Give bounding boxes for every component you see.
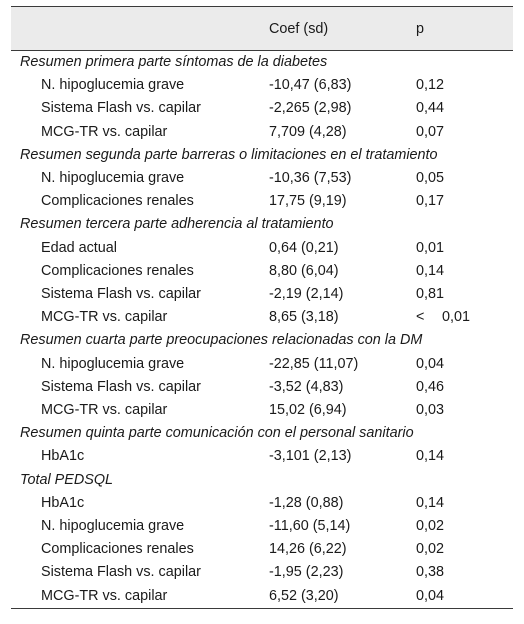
coef-value: 6,52 (3,20) xyxy=(269,585,416,609)
table-body xyxy=(11,51,513,609)
coef-value: -10,47 (6,83) xyxy=(269,77,352,94)
p-cell xyxy=(416,445,513,468)
table-row xyxy=(11,585,513,609)
table-row xyxy=(11,121,513,144)
coef-value: 8,65 (3,18) xyxy=(269,309,339,326)
coef-value: -3,52 (4,83) xyxy=(269,378,344,395)
header-variable xyxy=(11,7,269,51)
p-value: 0,44 xyxy=(416,100,445,117)
p-cell xyxy=(416,538,513,561)
coef-value: 17,75 (9,19) xyxy=(269,193,347,210)
table-row xyxy=(11,283,513,306)
regression-table-container xyxy=(11,6,513,609)
variable-label: HbA1c xyxy=(41,494,85,511)
coef-value: 7,709 (4,28) xyxy=(269,123,347,140)
coef-value: 15,02 (6,94) xyxy=(269,402,347,419)
p-value: 0,04 xyxy=(416,355,445,372)
p-value: 0,04 xyxy=(416,587,445,604)
section-title: Resumen cuarta parte preocupaciones relacionadas con la DM xyxy=(20,332,423,349)
variable-label: Edad actual xyxy=(41,239,118,256)
p-cell xyxy=(416,167,513,190)
p-cell xyxy=(416,561,513,584)
table-row xyxy=(11,492,513,515)
p-cell xyxy=(416,283,513,306)
variable-label: Complicaciones renales xyxy=(41,541,194,558)
regression-table xyxy=(11,6,513,609)
table-row xyxy=(11,538,513,561)
p-cell xyxy=(416,260,513,283)
variable-label: N. hipoglucemia grave xyxy=(41,518,185,535)
p-value: 0,05 xyxy=(416,170,445,187)
coef-value: -2,265 (2,98) xyxy=(269,100,352,117)
coef-value: -11,60 (5,14) xyxy=(269,518,351,535)
variable-label: N. hipoglucemia grave xyxy=(41,77,185,94)
variable-label: MCG-TR vs. capilar xyxy=(41,309,168,326)
coef-value: 14,26 (6,22) xyxy=(269,541,347,558)
p-value: 0,81 xyxy=(416,286,445,303)
p-cell xyxy=(416,399,513,422)
header-coef: Coef (sd) xyxy=(269,7,416,51)
table-row xyxy=(11,353,513,376)
variable-label: Complicaciones renales xyxy=(41,262,194,279)
p-value: 0,01 xyxy=(442,309,471,326)
coef-value: 0,64 (0,21) xyxy=(269,239,339,256)
p-prefix: < xyxy=(416,309,425,326)
header-row xyxy=(11,7,513,51)
coef-value: -2,19 (2,14) xyxy=(269,286,344,303)
coef-value: -22,85 (11,07) xyxy=(269,355,359,372)
p-value: 0,14 xyxy=(416,448,445,465)
variable-label: Complicaciones renales xyxy=(41,193,194,210)
table-header xyxy=(11,7,513,51)
table-row xyxy=(11,167,513,190)
variable-label: HbA1c xyxy=(41,448,85,465)
p-value: 0,01 xyxy=(416,239,445,256)
coef-value: -1,95 (2,23) xyxy=(269,564,344,581)
p-cell xyxy=(416,74,513,97)
p-value: 0,46 xyxy=(416,378,445,395)
table-row xyxy=(11,376,513,399)
section-title: Resumen tercera parte adherencia al tratamiento xyxy=(20,216,334,233)
section-title: Resumen segunda parte barreras o limitaciones en el tratamiento xyxy=(20,146,438,163)
section-title: Total PEDSQL xyxy=(20,471,114,488)
p-cell xyxy=(416,515,513,538)
p-value: 0,38 xyxy=(416,564,445,581)
variable-label: MCG-TR vs. capilar xyxy=(41,123,168,140)
table-row xyxy=(11,306,513,329)
p-value: 0,07 xyxy=(416,123,445,140)
p-cell xyxy=(416,492,513,515)
section-row xyxy=(11,213,513,236)
p-value: 0,02 xyxy=(416,518,445,535)
table-row xyxy=(11,515,513,538)
variable-label: N. hipoglucemia grave xyxy=(41,355,185,372)
p-cell xyxy=(416,97,513,120)
table-row xyxy=(11,260,513,283)
p-value: 0,14 xyxy=(416,262,445,279)
section-row xyxy=(11,144,513,167)
p-value: 0,12 xyxy=(416,77,445,94)
p-cell xyxy=(416,237,513,260)
p-cell xyxy=(416,306,513,329)
p-value: 0,17 xyxy=(416,193,445,210)
section-row xyxy=(11,329,513,352)
coef-value: -1,28 (0,88) xyxy=(269,494,344,511)
variable-label: N. hipoglucemia grave xyxy=(41,170,185,187)
variable-label: MCG-TR vs. capilar xyxy=(11,585,269,609)
p-cell xyxy=(416,376,513,399)
variable-label: Sistema Flash vs. capilar xyxy=(41,378,201,395)
p-value: 0,02 xyxy=(416,541,445,558)
coef-value: 8,80 (6,04) xyxy=(269,262,339,279)
p-cell xyxy=(416,585,513,609)
p-cell xyxy=(416,353,513,376)
coef-value: -3,101 (2,13) xyxy=(269,448,352,465)
table-row xyxy=(11,561,513,584)
variable-label: Sistema Flash vs. capilar xyxy=(41,286,201,303)
table-row xyxy=(11,190,513,213)
p-value: 0,03 xyxy=(416,402,445,419)
table-row xyxy=(11,399,513,422)
table-row xyxy=(11,445,513,468)
variable-label: Sistema Flash vs. capilar xyxy=(41,564,201,581)
p-value: 0,14 xyxy=(416,494,445,511)
variable-label: Sistema Flash vs. capilar xyxy=(41,100,201,117)
coef-value: -10,36 (7,53) xyxy=(269,170,352,187)
table-row xyxy=(11,237,513,260)
variable-label: MCG-TR vs. capilar xyxy=(41,402,168,419)
section-title: Resumen quinta parte comunicación con el personal sanitario xyxy=(20,425,414,442)
p-cell xyxy=(416,121,513,144)
table-row xyxy=(11,97,513,120)
table-row xyxy=(11,74,513,97)
section-row xyxy=(11,51,513,75)
p-cell xyxy=(416,190,513,213)
section-row xyxy=(11,469,513,492)
section-row xyxy=(11,422,513,445)
section-title: Resumen primera parte síntomas de la diabetes xyxy=(20,54,328,70)
header-p: p xyxy=(416,7,513,51)
